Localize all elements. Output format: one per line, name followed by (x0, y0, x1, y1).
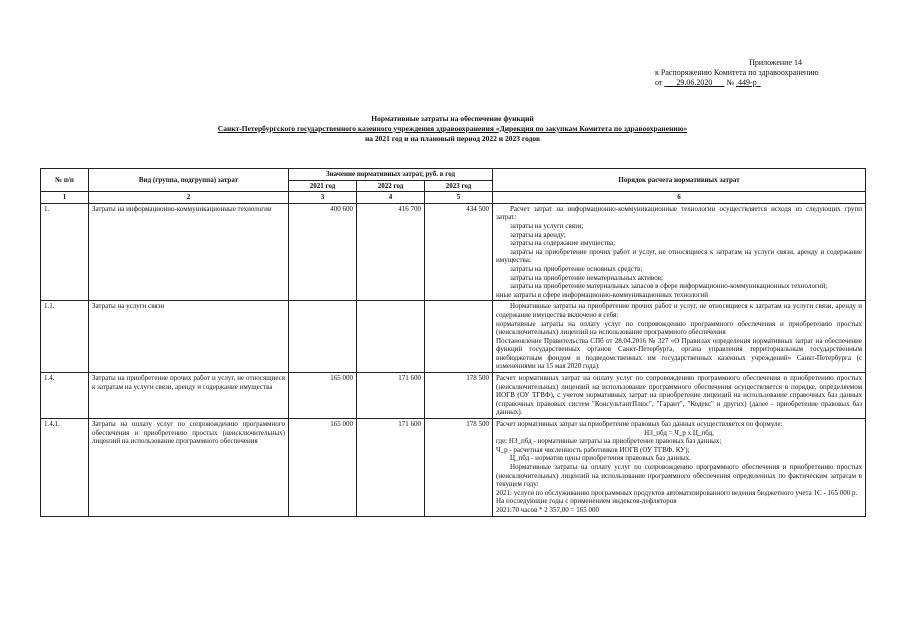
order-line: где: НЗ_пбд - нормативные затраты на приобретение правовых баз данных; (496, 437, 722, 446)
order-line: нормативные затраты на оплату услуг по сопровождению программного обеспечения и приобретению простых (неисключительных) лицензий на использование программного обеспечения (496, 319, 863, 337)
header-2023: 2023 год (425, 180, 493, 192)
appendix-line2: к Распоряжению Комитета по здравоохранению (655, 68, 819, 77)
order-line: затраты на приобретение основных средств; (510, 264, 643, 273)
date-prefix: от (655, 78, 663, 87)
colnum-5: 5 (425, 192, 493, 204)
title-line1: Нормативные затраты на обеспечение функций (371, 114, 534, 123)
title-line3: на 2021 год и на плановый период 2022 и 2023 годов (364, 134, 541, 143)
row-order (493, 301, 866, 373)
colnum-2: 2 (89, 192, 289, 204)
row-value-2023: 178 500 (425, 373, 493, 419)
order-line: затраты на приобретение нематериальных активов; (510, 273, 663, 282)
row-num: 1.4.1. (41, 419, 89, 517)
order-line: Расчет нормативных затрат на оплату услуг по сопровождению программного обеспечения и приобретению простых (неисключительных) лицензий на использование программного обеспечения осуществляется в порядке, определяемом ИОГВ (ОУ ТГВФ), с учетом нормативных затрат на приобретение лицензий на использование справочных баз данных (справочных правовых систем "КонсультантПлюс", "Гарант", "Кодекс" и других) (далее - приобретение правовых баз данных). (496, 374, 863, 417)
document-title (0, 114, 905, 144)
row-kind: Затраты на информационно-коммуникационные технологии (89, 203, 289, 301)
order-line: 2021:70 часов * 2 357,00 = 165 000 (496, 505, 599, 514)
appendix-date: 29.06.2020 (676, 78, 713, 87)
table-row (41, 301, 866, 373)
colnum-6: 6 (493, 192, 866, 204)
header-num: № п/п (41, 169, 89, 192)
order-line: затраты на содержание имущества; (510, 239, 616, 248)
header-2021: 2021 год (289, 180, 357, 192)
row-num: 1. (41, 203, 89, 301)
header-kind: Вид (группа, подгруппа) затрат (89, 169, 289, 192)
table-row (41, 419, 866, 517)
row-value-2022: 171 600 (357, 419, 425, 517)
num-prefix: № (726, 78, 735, 87)
row-value-2023: 434 500 (425, 203, 493, 301)
header-order: Порядок расчета нормативных затрат (493, 169, 866, 192)
order-line: На последующие годы с применением индексов-дефляторов (496, 497, 677, 506)
colnum-1: 1 (41, 192, 89, 204)
appendix-date-line (560, 78, 860, 88)
order-line: Ц_пбд - норматив цены приобретения правовых баз данных. (510, 454, 691, 463)
row-order (493, 203, 866, 301)
order-line: затраты на приобретение прочих работ и услуг, не относящиеся к затратам на услуги связи, аренду и содержание имущества; (496, 247, 863, 265)
order-line: затраты на аренду; (510, 230, 566, 239)
colnum-4: 4 (357, 192, 425, 204)
order-line: Нормативные затраты на оплату услуг по сопровождению программного обеспечения и приобретению простых (неисключительных) лицензий на использование программного обеспечения определенных по фактическим затратам в текущем году: (496, 463, 863, 489)
order-intro: Расчет нормативных затрат на приобретение правовых баз данных осуществляется по формуле: (496, 420, 783, 429)
row-kind: Затраты на услуги связи (89, 301, 289, 373)
order-line: Расчет затрат на информационно-коммуникационные технологии осуществляется исходя из следующих групп затрат: (496, 204, 863, 222)
order-line: затраты на услуги связи; (510, 221, 584, 230)
row-order (493, 419, 866, 517)
appendix-line1: Приложение 14 (749, 58, 802, 67)
row-value-2023 (425, 301, 493, 373)
header-2022: 2022 год (357, 180, 425, 192)
row-kind: Затраты на оплату услуг по сопровождению программного обеспечения и приобретению простых (неисключительных) лицензий на использование программного обеспечения (89, 419, 289, 517)
appendix-num: 449-р (738, 78, 757, 87)
norms-table (40, 168, 866, 517)
order-line: Ч_р - расчетная численность работников ИОГВ (ОУ ТГВФ, КУ); (496, 445, 690, 454)
order-line: Постановление Правительства СПб от 28.04.2016 № 327 «О Правилах определения нормативных затрат на обеспечение функций государственных органов Санкт-Петербурга, органа управления территориальным государственным внебюджетным фондом и подведомственных им государственных казенных учреждений» Санкт-Петербурга (с изменениями на 15 мая 2020 года). (496, 336, 863, 371)
row-order (493, 373, 866, 419)
table-row (41, 373, 866, 419)
row-num: 1.1. (41, 301, 89, 373)
order-line: Нормативные затраты на приобретение прочих работ и услуг, не относящиеся к затратам на услуги связи, аренду и содержание имущества включено в себя: (496, 302, 863, 319)
row-value-2021: 400 600 (289, 203, 357, 301)
table-row (41, 203, 866, 301)
row-value-2022: 416 700 (357, 203, 425, 301)
order-line: 2021: услуги по обслуживанию программных продуктов автоматизированного ведения бюджетного учета 1С - 165 000 р. (496, 488, 858, 497)
row-num: 1.4. (41, 373, 89, 419)
title-line2: Санкт-Петербургского государственного казенного учреждения здравоохранения «Дирекция по закупкам Комитета по здравоохранению» (217, 124, 688, 133)
row-kind: Затраты на приобретение прочих работ и услуг, не относящиеся к затратам на услуги связи, аренду и содержание имущества (89, 373, 289, 419)
row-value-2022: 171 600 (357, 373, 425, 419)
row-value-2021: 165 000 (289, 419, 357, 517)
header-value-group: Значение нормативных затрат, руб. в год (289, 169, 493, 181)
row-value-2021 (289, 301, 357, 373)
colnum-3: 3 (289, 192, 357, 204)
row-value-2021: 165 000 (289, 373, 357, 419)
appendix-block (560, 58, 860, 88)
row-value-2023: 178 500 (425, 419, 493, 517)
formula: НЗ_пбд = Ч_р x Ц_пбд, (644, 428, 714, 437)
order-line: затраты на приобретение материальных запасов в сфере информационно-коммуникационных технологий; (510, 282, 828, 291)
row-value-2022 (357, 301, 425, 373)
order-line: иные затраты в сфере информационно-коммуникационных технологий (496, 290, 709, 299)
